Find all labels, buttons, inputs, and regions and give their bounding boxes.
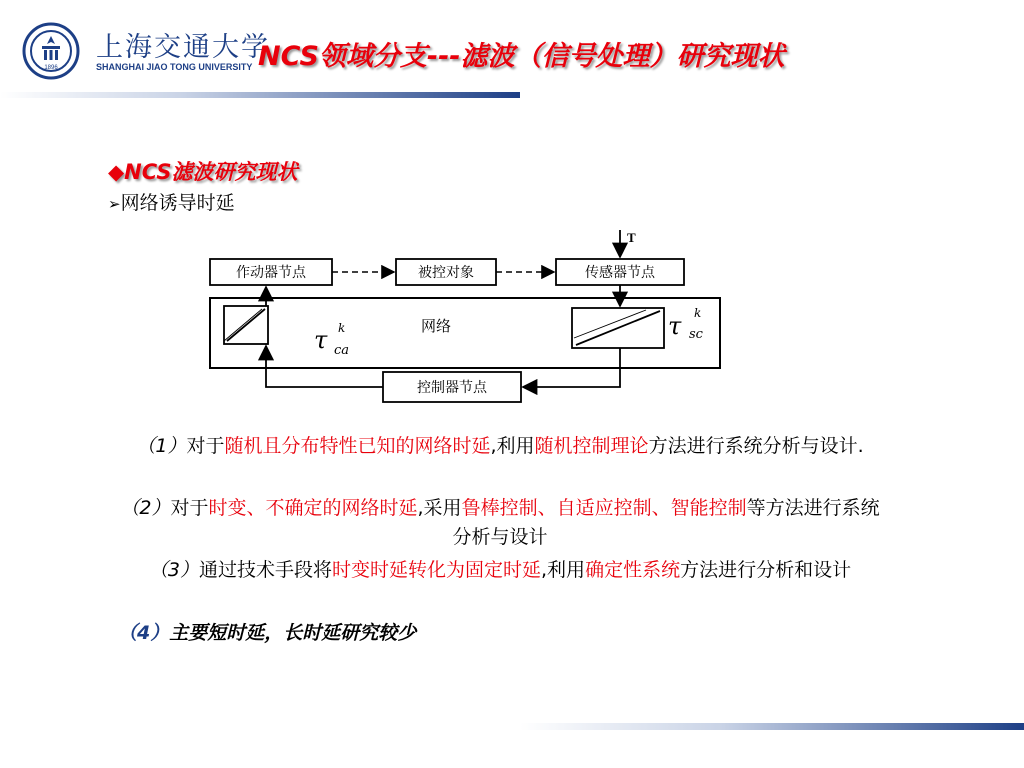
section-heading bbox=[108, 156, 298, 186]
diamond-bullet-icon: ◆ bbox=[108, 160, 125, 184]
ncs-block-diagram bbox=[190, 224, 730, 406]
item-1-number: （1） bbox=[136, 435, 187, 457]
item-3 bbox=[120, 556, 880, 585]
page-title: NCS领域分支---滤波（信号处理）研究现状 bbox=[258, 41, 785, 72]
note-number: （4） bbox=[118, 622, 170, 644]
university-seal-icon bbox=[22, 22, 80, 80]
sampling-label: T bbox=[627, 230, 636, 245]
item-3-text-a: 通过技术手段将 bbox=[198, 559, 332, 581]
item-1 bbox=[120, 432, 880, 461]
item-1-text-c: 方法进行系统分析与设计. bbox=[648, 435, 864, 457]
item-2-text-b: ,采用 bbox=[417, 497, 462, 519]
controller-node-label: 控制器节点 bbox=[417, 380, 487, 396]
tau-sc-symbol: τ bbox=[668, 312, 682, 340]
item-3-text-c: 方法进行分析和设计 bbox=[680, 559, 852, 581]
tau-ca-sup: k bbox=[338, 321, 346, 335]
university-logo-english: SHANGHAI JIAO TONG UNIVERSITY bbox=[96, 62, 253, 72]
sensor-node-label: 传感器节点 bbox=[585, 265, 655, 281]
header-divider bbox=[0, 92, 520, 98]
plant-label: 被控对象 bbox=[418, 265, 474, 281]
university-logo-chinese: 上海交通大学 bbox=[96, 32, 270, 63]
footer-divider bbox=[520, 723, 1024, 730]
item-2-highlight-a: 时变、不确定的网络时延 bbox=[208, 497, 418, 519]
item-1-text-a: 对于 bbox=[186, 435, 225, 457]
network-label: 网络 bbox=[420, 317, 452, 335]
item-2-highlight-b: 鲁棒控制、自适应控制、智能控制 bbox=[461, 497, 747, 519]
item-1-highlight-a: 随机且分布特性已知的网络时延 bbox=[224, 435, 491, 457]
arrow-bullet-icon: ➢ bbox=[108, 195, 121, 213]
seal-year: 1896 bbox=[44, 65, 58, 71]
tau-ca-sub: ca bbox=[334, 343, 350, 358]
section-heading-text: NCS滤波研究现状 bbox=[124, 160, 298, 184]
item-3-number: （3） bbox=[148, 559, 199, 581]
item-2-text-c: 等方法进行系统分析与设计 bbox=[452, 497, 880, 548]
sub-heading-text: 网络诱导时延 bbox=[120, 192, 235, 214]
item-3-highlight-a: 时变时延转化为固定时延 bbox=[332, 559, 542, 581]
item-1-highlight-b: 随机控制理论 bbox=[534, 435, 649, 457]
item-3-text-b: ,利用 bbox=[541, 559, 586, 581]
tau-sc-sup: k bbox=[694, 306, 702, 320]
item-2-number: （2） bbox=[120, 497, 171, 519]
actuator-node-label: 作动器节点 bbox=[236, 265, 306, 281]
item-2 bbox=[120, 494, 880, 552]
tau-sc-sub: sc bbox=[689, 327, 703, 342]
tau-ca-symbol: τ bbox=[314, 326, 328, 354]
item-2-text-a: 对于 bbox=[170, 497, 209, 519]
sub-heading bbox=[108, 188, 235, 215]
note-text: 主要短时延，长时延研究较少 bbox=[169, 622, 417, 644]
item-3-highlight-b: 确定性系统 bbox=[585, 559, 681, 581]
item-1-text-b: ,利用 bbox=[490, 435, 535, 457]
note-item-4 bbox=[118, 618, 416, 645]
